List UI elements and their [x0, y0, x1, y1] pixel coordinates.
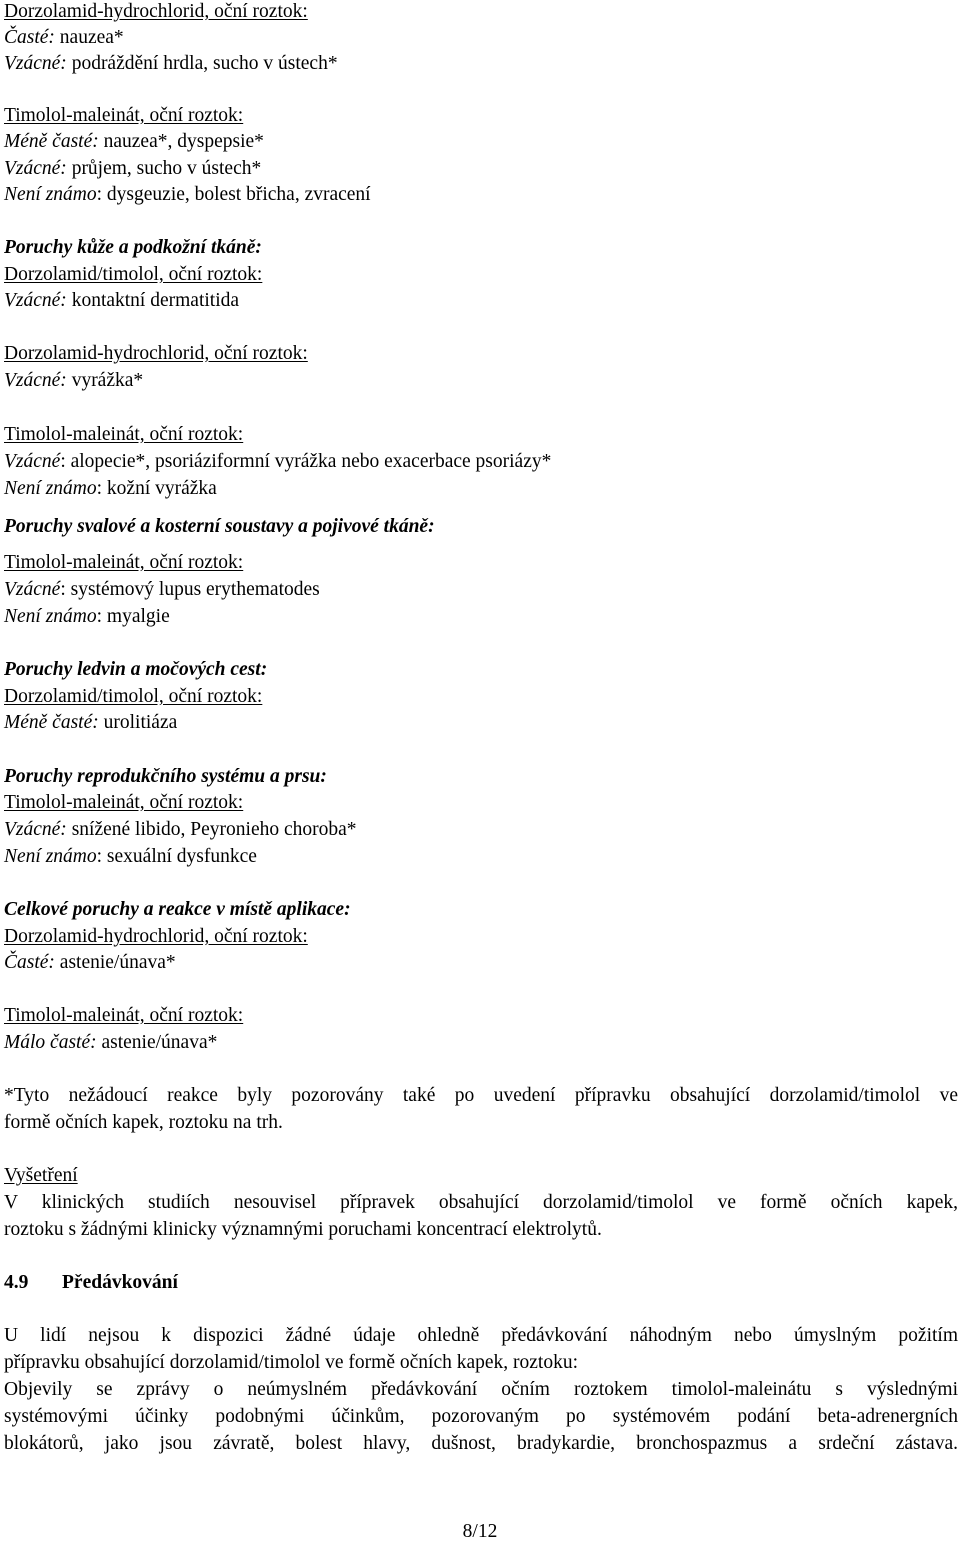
paragraph-text: blokátorů, jako jsou závratě, bolest hlavy, dušnost, bradykardie, bronchospazmus a srdeční zástava. [4, 1433, 958, 1454]
reaction-text: astenie/únava* [96, 1032, 218, 1053]
footnote-text: *Tyto nežádoucí reakce byly pozorovány také po uvedení přípravku obsahující dorzolamid/timolol ve [4, 1085, 958, 1106]
drug-label: Dorzolamid-hydrochlorid, oční roztok: [4, 1, 308, 22]
section-number: 4.9 [4, 1272, 29, 1293]
organ-class-heading: Celkové poruchy a reakce v místě aplikace: [4, 899, 351, 920]
paragraph-text: U lidí nejsou k dispozici žádné údaje ohledně předávkování náhodným nebo úmyslným požitím [4, 1325, 958, 1346]
paragraph-text: V klinických studiích nesouvisel přípravek obsahující dorzolamid/timolol ve formě očních kapek, [4, 1192, 958, 1213]
frequency-label: Vzácné: [4, 819, 67, 840]
section-heading [4, 1271, 178, 1295]
frequency-line [4, 605, 170, 629]
frequency-line [4, 578, 320, 602]
reaction-text: kontaktní dermatitida [66, 290, 240, 311]
frequency-label: Časté: [4, 952, 55, 973]
reaction-text: vyrážka* [66, 370, 144, 391]
paragraph-text: přípravku obsahující dorzolamid/timolol ve formě očních kapek, roztoku: [4, 1352, 579, 1373]
frequency-label: Vzácné [4, 579, 61, 600]
page-number: 8/12 [462, 1521, 498, 1542]
reaction-text: : alopecie*, psoriáziformní vyrážka nebo exacerbace psoriázy* [60, 451, 552, 472]
frequency-line [4, 450, 551, 474]
frequency-label: Není známo [4, 478, 97, 499]
frequency-label: Časté: [4, 27, 55, 48]
organ-class-heading: Poruchy ledvin a močových cest: [4, 659, 268, 680]
frequency-label: Méně časté: [4, 712, 99, 733]
drug-label: Dorzolamid/timolol, oční roztok: [4, 686, 263, 707]
reaction-text: urolitiáza [98, 712, 178, 733]
organ-class-heading: Poruchy svalové a kosterní soustavy a pojivové tkáně: [4, 516, 435, 537]
frequency-line [4, 130, 264, 154]
frequency-label: Vzácné [4, 451, 61, 472]
drug-label: Timolol-maleinát, oční roztok: [4, 424, 244, 445]
drug-label: Timolol-maleinát, oční roztok: [4, 105, 244, 126]
drug-label: Dorzolamid/timolol, oční roztok: [4, 264, 263, 285]
drug-label: Dorzolamid-hydrochlorid, oční roztok: [4, 343, 308, 364]
reaction-text: : sexuální dysfunkce [96, 846, 257, 867]
drug-label: Timolol-maleinát, oční roztok: [4, 1005, 244, 1026]
frequency-line [4, 845, 257, 869]
frequency-line [4, 183, 371, 207]
frequency-line [4, 1031, 217, 1055]
paragraph-text: systémovými účinky podobnými účinkům, pozorovaným po systémovém podání beta-adrenergních [4, 1406, 958, 1427]
reaction-text: : myalgie [96, 606, 170, 627]
reaction-text: astenie/únava* [54, 952, 176, 973]
frequency-line [4, 711, 177, 735]
frequency-label: Není známo [4, 184, 97, 205]
paragraph-text: Objevily se zprávy o neúmyslném předávkování očním roztokem timolol-maleinátu s výslednými [4, 1379, 958, 1400]
drug-label: Timolol-maleinát, oční roztok: [4, 552, 244, 573]
frequency-line [4, 52, 338, 76]
frequency-line [4, 369, 143, 393]
frequency-label: Není známo [4, 846, 97, 867]
frequency-line [4, 951, 176, 975]
reaction-text: : kožní vyrážka [96, 478, 217, 499]
frequency-label: Není známo [4, 606, 97, 627]
reaction-text: podráždění hrdla, sucho v ústech* [66, 53, 338, 74]
drug-label: Timolol-maleinát, oční roztok: [4, 792, 244, 813]
paragraph-text: roztoku s žádnými klinicky významnými poruchami koncentrací elektrolytů. [4, 1219, 602, 1240]
organ-class-heading: Poruchy kůže a podkožní tkáně: [4, 237, 262, 258]
reaction-text: průjem, sucho v ústech* [66, 158, 262, 179]
frequency-label: Vzácné: [4, 158, 67, 179]
reaction-text: nauzea*, dyspepsie* [98, 131, 264, 152]
frequency-label: Málo časté: [4, 1032, 97, 1053]
frequency-line [4, 157, 261, 181]
section-title: Předávkování [62, 1272, 178, 1293]
subsection-heading: Vyšetření [4, 1165, 78, 1186]
frequency-label: Vzácné: [4, 370, 67, 391]
frequency-label: Vzácné: [4, 290, 67, 311]
reaction-text: nauzea* [54, 27, 124, 48]
drug-label: Dorzolamid-hydrochlorid, oční roztok: [4, 926, 308, 947]
footnote-text: formě očních kapek, roztoku na trh. [4, 1112, 283, 1133]
frequency-line [4, 818, 357, 842]
frequency-line [4, 289, 239, 313]
reaction-text: snížené libido, Peyronieho choroba* [66, 819, 357, 840]
reaction-text: : systémový lupus erythematodes [60, 579, 320, 600]
reaction-text: : dysgeuzie, bolest břicha, zvracení [96, 184, 371, 205]
frequency-label: Vzácné: [4, 53, 67, 74]
frequency-line [4, 26, 124, 50]
frequency-label: Méně časté: [4, 131, 99, 152]
organ-class-heading: Poruchy reprodukčního systému a prsu: [4, 766, 327, 787]
frequency-line [4, 477, 217, 501]
